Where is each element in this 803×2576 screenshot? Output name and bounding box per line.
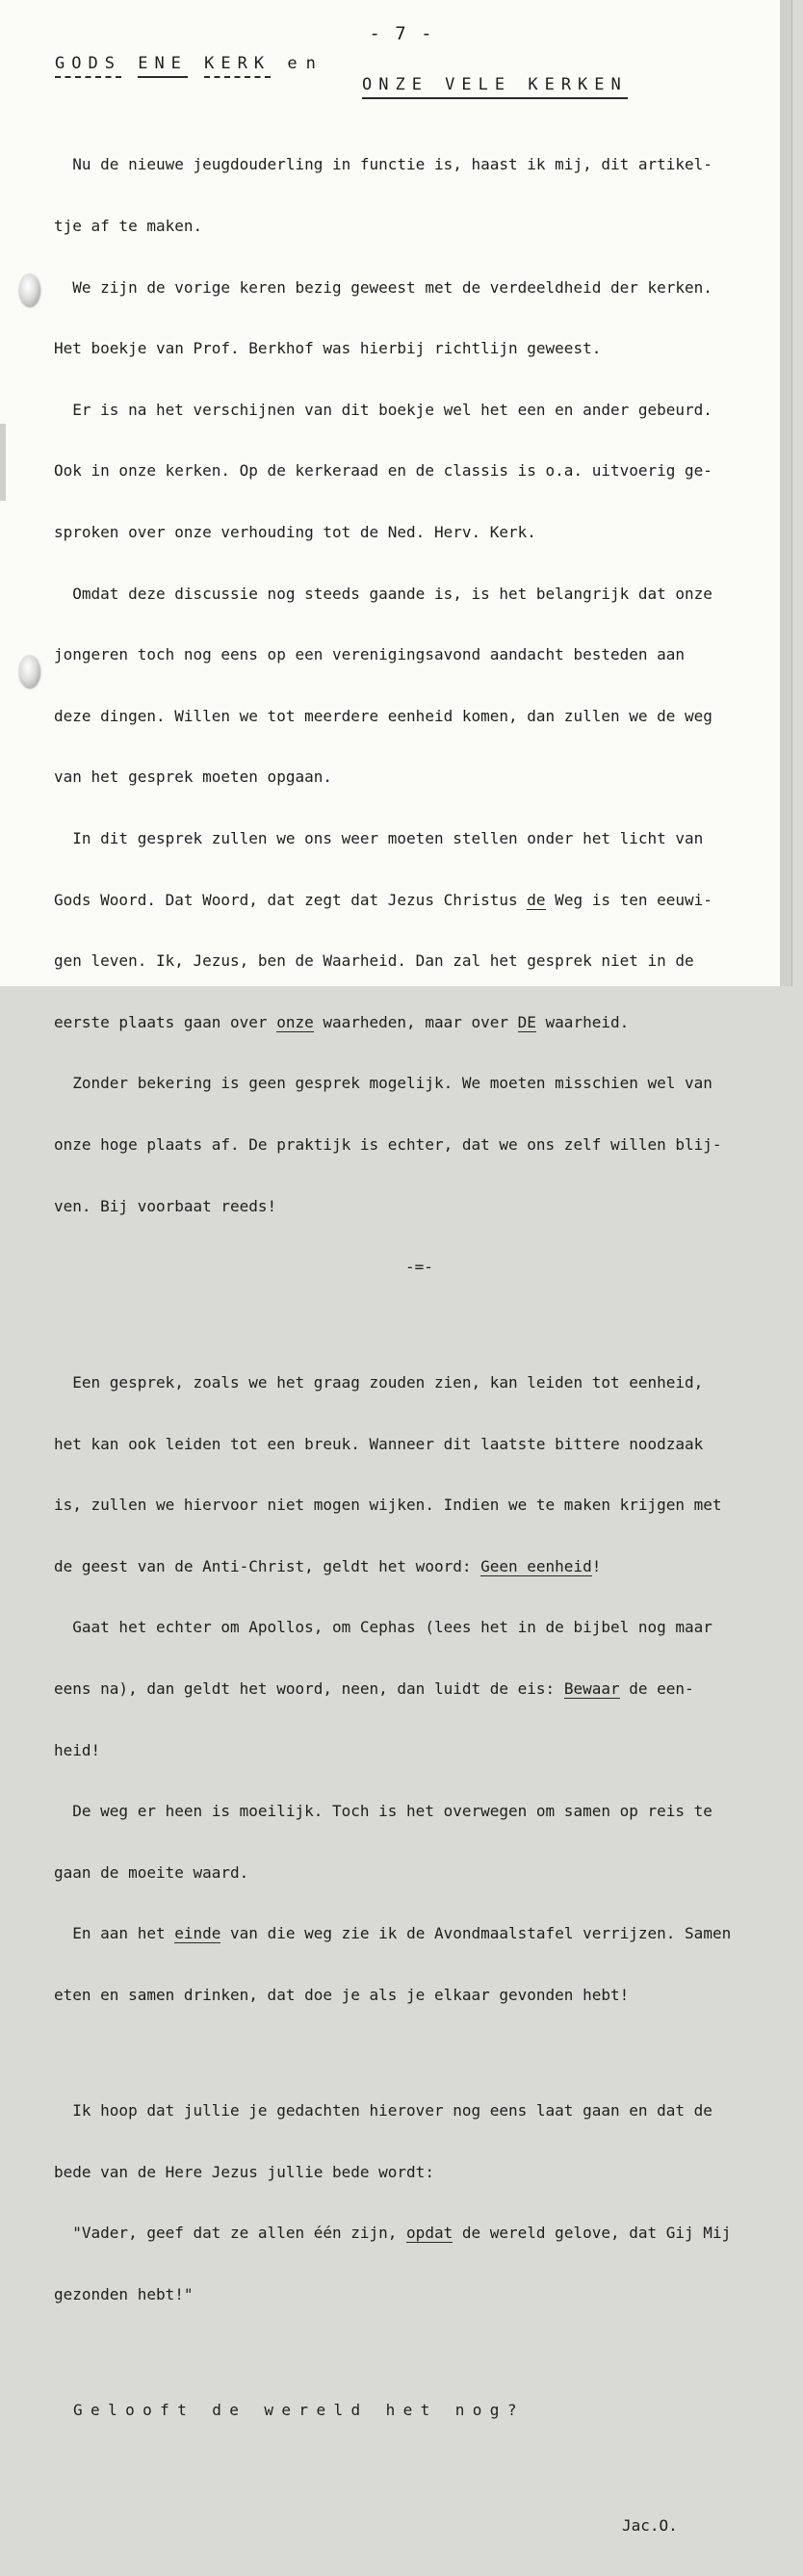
text-line: van het gesprek moeten opgaan. [54,768,332,787]
text-line: eten en samen drinken, dat doe je als je elkaar gevonden hebt! [54,1986,630,2005]
text-line: sproken over onze verhouding tot de Ned. Herv. Kerk. [54,522,536,541]
paragraph-gap [54,1318,766,1332]
title-word-kerk: KERK [204,54,271,78]
text-line: jongeren toch nog eens op een verenigingsavond aandacht besteden aan [54,645,686,664]
text-line: Zonder bekering is geen gesprek mogelijk. We moeten misschien wel van [54,1074,712,1093]
text-segment: waarheden, maar over [313,1012,518,1031]
underlined-word: onze [276,1012,314,1031]
text-line [54,1678,766,1699]
text-line: In dit gesprek zullen we ons weer moeten stellen onder het licht van [54,828,704,847]
page-edge [780,0,791,986]
text-segment: eerste plaats gaan over [54,1012,277,1031]
paragraph-gap [54,2046,766,2060]
article-body [54,114,766,2576]
text-line: is, zullen we hiervoor niet mogen wijken. Indien we te maken krijgen met [54,1496,722,1515]
paragraph-gap [54,2345,766,2358]
text-line: Ik hoop dat jullie je gedachten hierover nog eens laat gaan en dat de [54,2101,712,2121]
text-line: Omdat deze discussie nog steeds gaande is, is het belangrijk dat onze [54,584,712,603]
page-tear [0,424,6,501]
text-segment: En aan het [54,1924,175,1943]
paragraph-gap [54,2460,766,2474]
punch-hole [19,656,40,689]
text-segment: ! [591,1556,602,1575]
text-line: De weg er heen is moeilijk. Toch is het overwegen om samen op reis te [54,1802,712,1821]
underlined-word: DE [517,1012,536,1031]
underlined-word: opdat [406,2224,453,2243]
text-line: tje af te maken. [54,217,203,235]
text-line: Gaat het echter om Apollos, om Cephas (lees het in de bijbel nog maar [54,1618,712,1637]
title-word-gods: GODS [55,54,121,78]
text-segment: van die weg zie ik de Avondmaalstafel verrijzen. Samen [220,1924,732,1943]
title-word-en: en [287,54,324,73]
text-line [54,1556,766,1576]
text-line: gezonden hebt!" [54,2284,194,2303]
text-line [54,890,766,910]
underlined-word: Geen eenheid [480,1556,592,1575]
section-separator: -=- [405,1258,433,1277]
author-signature: Jac.O. [622,2515,678,2535]
closing-question: Gelooft de wereld het nog? [73,2400,525,2419]
title-line-1 [55,54,324,73]
text-line: ven. Bij voorbaat reeds! [54,1196,277,1215]
title-words-onze-vele-kerken: ONZE VELE KERKEN [362,75,628,99]
underlined-word: Bewaar [563,1679,620,1699]
text-segment: "Vader, geef dat ze allen één zijn, [54,2224,407,2243]
text-line [54,1923,766,1943]
text-segment: Gods Woord. Dat Woord, dat zegt dat Jezus Christus [54,890,528,909]
title-line-2 [362,75,628,94]
text-line: Ook in onze kerken. Op de kerkeraad en de classis is o.a. uitvoerig ge- [54,461,712,481]
text-line: We zijn de vorige keren bezig geweest met de verdeeldheid der kerken. [54,277,712,297]
text-line: Het boekje van Prof. Berkhof was hierbij richtlijn geweest. [54,339,602,358]
title-word-ene: ENE [138,54,188,78]
text-line: het kan ook leiden tot een breuk. Wanneer dit laatste bittere noodzaak [54,1434,704,1453]
text-line: gaan de moeite waard. [54,1862,249,1882]
text-line: bede van de Here Jezus jullie bede wordt: [54,2162,434,2181]
text-segment: waarheid. [535,1012,630,1031]
text-segment: de geest van de Anti-Christ, geldt het woord: [54,1556,481,1575]
text-line: onze hoge plaats af. De praktijk is echter, dat we ons zelf willen blij- [54,1134,722,1154]
underlined-word: einde [174,1924,221,1943]
page-number: - 7 - [369,23,434,44]
text-line: Een gesprek, zoals we het graag zouden zien, kan leiden tot eenheid, [54,1373,704,1392]
text-line: deze dingen. Willen we tot meerdere eenheid komen, dan zullen we de weg [54,706,712,725]
text-line [54,2223,766,2243]
text-line [54,1012,766,1032]
text-line: Er is na het verschijnen van dit boekje wel het een en ander gebeurd. [54,400,712,419]
text-line: gen leven. Ik, Jezus, ben de Waarheid. Dan zal het gesprek niet in de [54,951,694,971]
text-line: heid! [54,1740,101,1759]
text-segment: de wereld gelove, dat Gij Mij [453,2224,732,2243]
text-line: Nu de nieuwe jeugdouderling in functie is, haast ik mij, dit artikel- [54,155,712,174]
text-segment: de een- [619,1679,694,1699]
text-segment: Weg is ten eeuwi- [545,890,712,909]
text-segment: eens na), dan geldt het woord, neen, dan luidt de eis: [54,1679,564,1699]
punch-hole [19,274,40,307]
underlined-word: de [527,890,546,909]
